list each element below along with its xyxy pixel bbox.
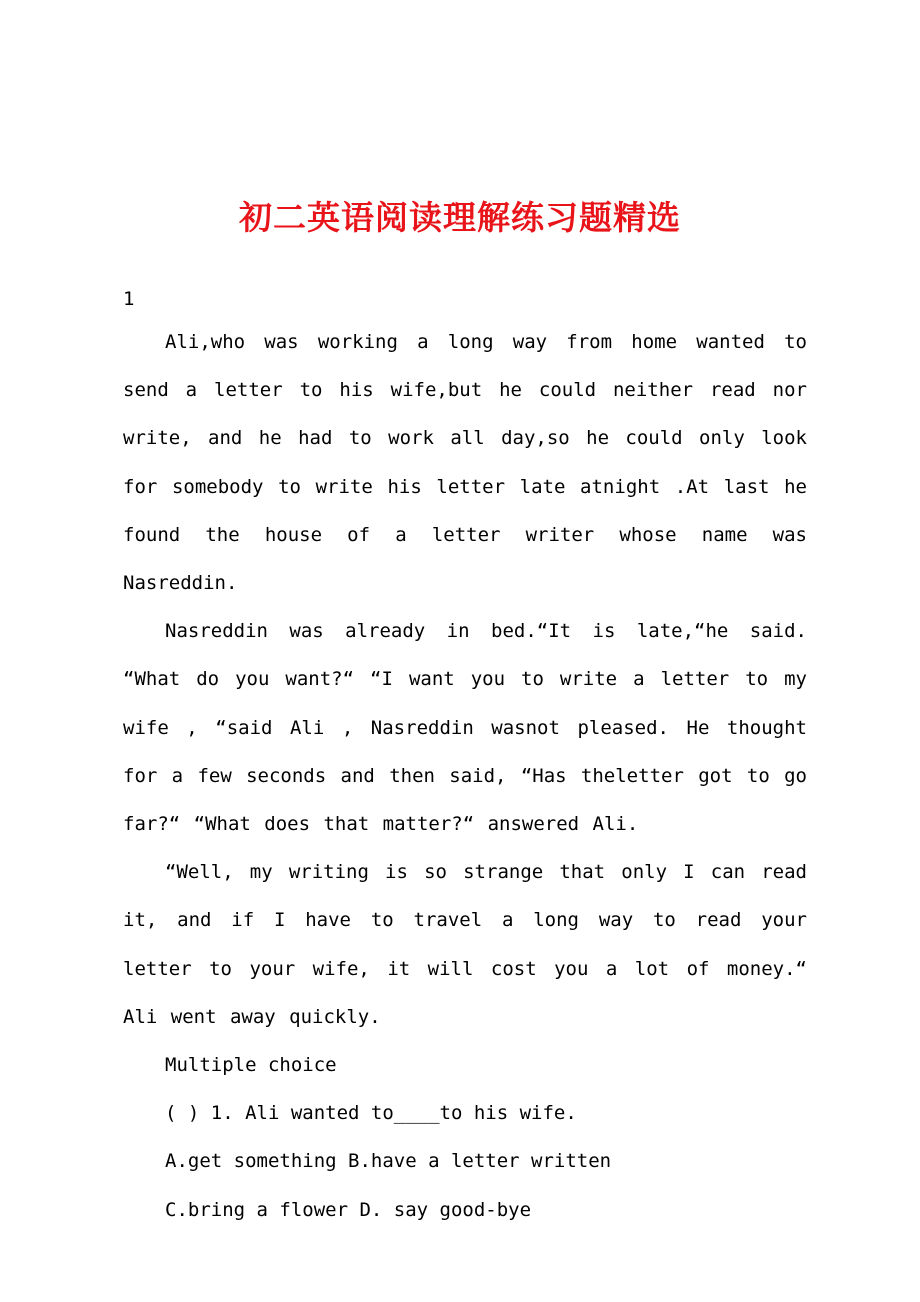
section-number: 1 [123,288,135,310]
options-a-b: A.get something B.have a letter written [165,1150,612,1173]
paragraph-1: Ali,who was working a long way from home wanted to send a letter to his wife,but he could neither read nor write, and he had to work all day,so he could only look for somebody to write his letter late atnight .At last he found the house of a letter writer whose name was Nasreddin. [123,331,807,595]
options-c-d: C.bring a flower D. say good-bye [165,1198,532,1221]
document-body [123,280,807,1234]
question-1: ( ) 1. Ali wanted to____to his wife. [165,1102,577,1125]
paragraph-3: “Well, my writing is so strange that only I can read it, and if I have to travel a long way to read your letter to your wife, it will cost you a lot of money.“ Ali went away quickly. [123,861,807,1028]
paragraph-2: Nasreddin was already in bed.“It is late,“he said. “What do you want?“ “I want you to write a letter to my wife , “said Ali , Nasreddin wasnot pleased. He thought for a few seconds and then said, “Has theletter got to go far?“ “What does that matter?“ answered Ali. [123,620,807,836]
document-title: 初二英语阅读理解练习题精选 [239,198,681,237]
exercise-heading: Multiple choice [165,1054,337,1077]
